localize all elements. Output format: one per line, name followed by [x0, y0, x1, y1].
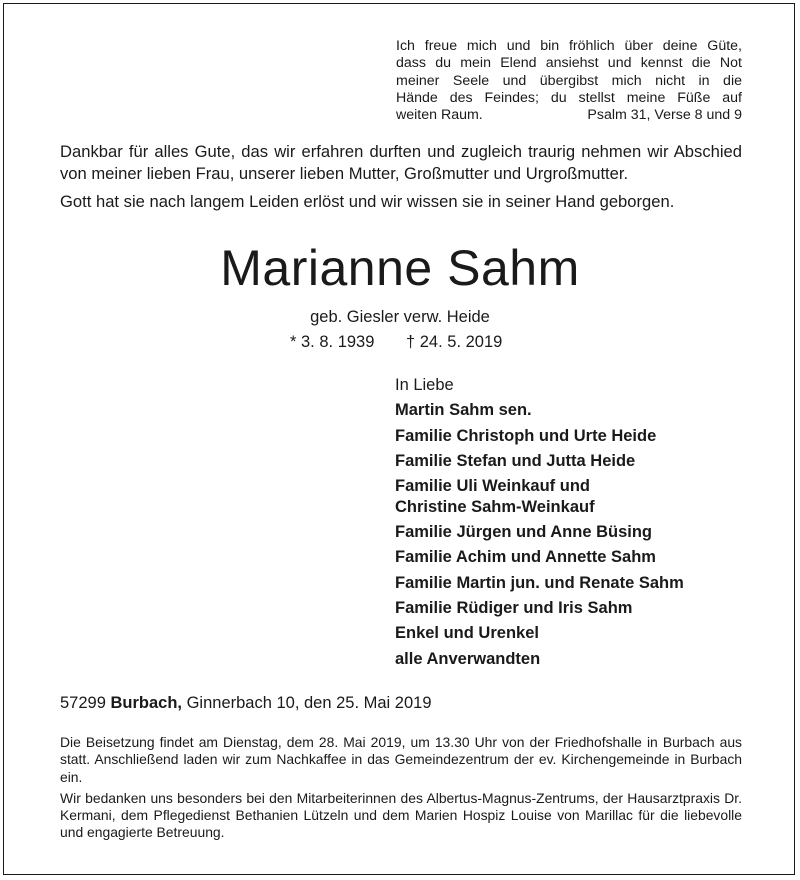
mourner-entry: Martin Sahm sen.	[395, 401, 532, 420]
mourners-heading: In Liebe	[395, 376, 454, 394]
funeral-note: Die Beisetzung findet am Dienstag, dem 28. Mai 2019, um 13.30 Uhr von der Friedhofshalle in Burbach aus statt. Anschließend laden wir zum Nachkaffee in das Gemeindezentrum der ev. Kirchengemeinde in Burbach ein.	[60, 734, 742, 785]
mourner-entry: Familie Stefan und Jutta Heide	[395, 451, 636, 470]
verse-line: Ich freue mich und bin fröhlich über deine Güte,	[396, 38, 742, 54]
birth-names: geb. Giesler verw. Heide	[310, 308, 490, 326]
mourner-entry: Familie Achim und Annette Sahm	[395, 548, 656, 567]
deceased-name: Marianne Sahm	[220, 240, 580, 296]
mourner-entry: Familie Rüdiger und Iris Sahm	[395, 599, 633, 618]
address-date: Ginnerbach 10, den 25. Mai 2019	[186, 694, 432, 712]
mourner-entry: Familie Uli Weinkauf und Christine Sahm-Weinkauf	[395, 477, 595, 517]
death-date: † 24. 5. 2019	[406, 333, 503, 351]
mourner-items	[395, 398, 755, 672]
bible-verse	[396, 38, 742, 124]
verse-line: Hände des Feindes; du stellst meine Füße auf	[396, 89, 742, 106]
town: Burbach,	[110, 694, 182, 712]
thanks-note: Wir bedanken uns besonders bei den Mitarbeiterinnen des Albertus-Magnus-Zentrums, der Hausarztpraxis Dr. Kermani, dem Pflegedienst Bethanien Lützeln und dem Marien Hospiz Louise von Marillac für die liebevolle und engagierte Betreuung.	[60, 789, 742, 841]
verse-line: weiten Raum.	[396, 107, 483, 124]
mourner-entry: Enkel und Urenkel	[395, 624, 539, 643]
intro-paragraph: Dankbar für alles Gute, das wir erfahren durften und zugleich traurig nehmen wir Abschied von meiner lieben Frau, unserer lieben Mutter, Großmutter und Urgroßmutter.	[60, 142, 742, 184]
place-date-line	[60, 692, 742, 714]
mourners-list	[395, 373, 755, 672]
verse-line: meiner Seele und übergibst mich nicht in die	[396, 72, 742, 89]
mourner-entry: Familie Jürgen und Anne Büsing	[395, 523, 652, 542]
intro-text	[60, 141, 742, 213]
notes	[60, 734, 742, 842]
intro-paragraph: Gott hat sie nach langem Leiden erlöst und wir wissen sie in seiner Hand geborgen.	[60, 191, 675, 211]
verse-last-line	[396, 107, 742, 124]
verse-reference: Psalm 31, Verse 8 und 9	[587, 107, 742, 124]
mourner-entry: alle Anverwandten	[395, 649, 541, 668]
mourner-entry: Familie Christoph und Urte Heide	[395, 426, 657, 445]
mourner-entry: Familie Martin jun. und Renate Sahm	[395, 573, 684, 592]
verse-line: dass du mein Elend ansiehst und kennst die Not	[396, 55, 742, 72]
birth-date: * 3. 8. 1939	[290, 333, 375, 351]
postcode: 57299	[60, 694, 106, 712]
